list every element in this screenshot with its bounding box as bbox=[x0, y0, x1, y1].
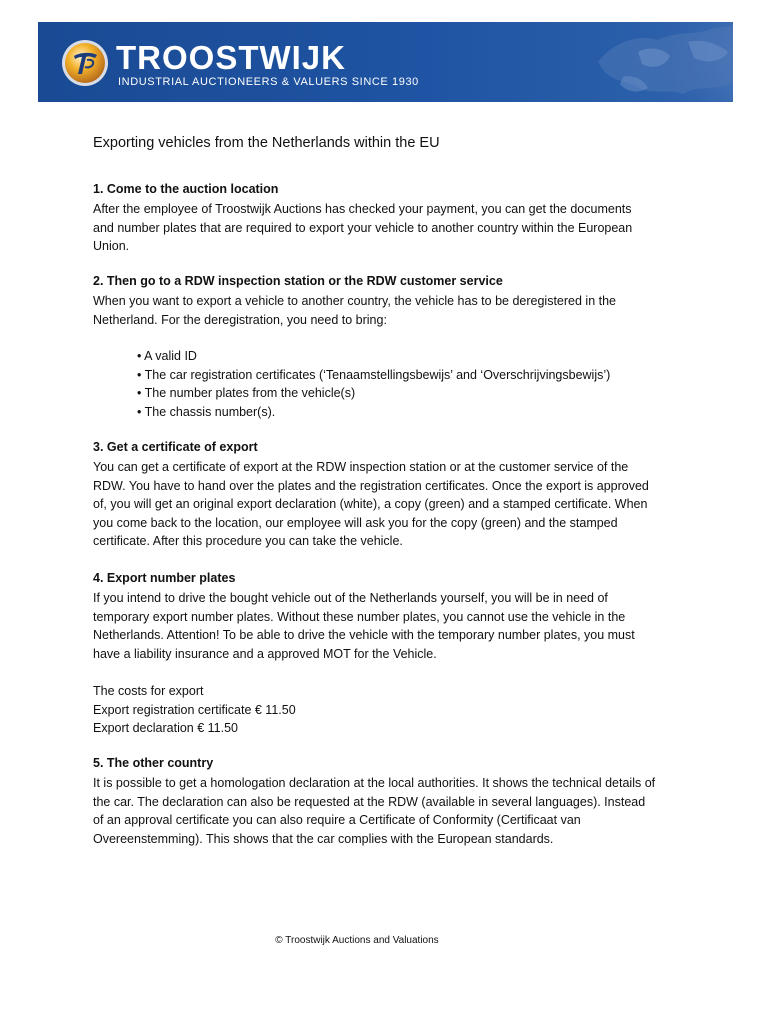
document-title: Exporting vehicles from the Netherlands within the EU bbox=[93, 135, 440, 151]
section-2-line: When you want to export a vehicle to another country, the vehicle has to be deregistered in the bbox=[93, 294, 616, 308]
section-5-line: Overeenstemming). This shows that the car complies with the European standards. bbox=[93, 831, 554, 846]
brand-tagline: INDUSTRIAL AUCTIONEERS & VALUERS SINCE 1930 bbox=[118, 76, 419, 88]
section-4-line: If you intend to drive the bought vehicle out of the Netherlands yourself, you will be in need of bbox=[93, 591, 608, 605]
section-5-line: the car. The declaration can also be requested at the RDW (available in several languages). Instead bbox=[93, 794, 646, 809]
cost-export-declaration: Export declaration € 11.50 bbox=[93, 721, 239, 735]
costs-heading: The costs for export bbox=[93, 684, 204, 698]
list-item: • The number plates from the vehicle(s) bbox=[137, 386, 356, 400]
header-banner bbox=[38, 22, 733, 102]
export-costs bbox=[93, 682, 683, 738]
section-2-body bbox=[93, 292, 683, 329]
list-item: • The car registration certificates (‘Tenaamstellingsbewijs’ and ‘Overschrijvingsbewijs’) bbox=[137, 367, 611, 382]
list-item: • The chassis number(s). bbox=[137, 404, 276, 419]
section-4-heading: 4. Export number plates bbox=[93, 571, 236, 585]
copyright-text: © Troostwijk Auctions and Valuations bbox=[275, 935, 439, 946]
section-5-line: It is possible to get a homologation declaration at the local authorities. It shows the technical details of bbox=[93, 776, 656, 790]
brand-name: TROOSTWIJK bbox=[116, 39, 346, 76]
section-3-line: certificate. After this procedure you can take the vehicle. bbox=[93, 534, 403, 548]
section-2-heading: 2. Then go to a RDW inspection station or the RDW customer service bbox=[93, 274, 503, 288]
section-3-line: RDW. You have to hand over the plates and the registration certificates. Once the export is approved bbox=[93, 478, 649, 493]
cost-registration-certificate: Export registration certificate € 11.50 bbox=[93, 702, 296, 717]
section-5-line: of an approval certificate you can also require a Certificate of Conformity (Certificaat van bbox=[93, 813, 581, 827]
section-4-line: have a liability insurance and a approved MOT for the Vehicle. bbox=[93, 646, 437, 661]
section-3-line: of, you will get an original export declaration (white), a copy (green) and a stamped certificate. When bbox=[93, 497, 648, 511]
section-4-line: Netherlands. Attention! To be able to drive the vehicle with the temporary number plates, you must bbox=[93, 628, 635, 642]
section-1-line: and number plates that are required to export your vehicle to another country within the European bbox=[93, 220, 633, 235]
section-3-line: You can get a certificate of export at the RDW inspection station or at the customer service of the bbox=[93, 460, 629, 474]
footer bbox=[0, 935, 768, 946]
section-3-line: you come back to the location, our employee will ask you for the copy (green) and the stamped bbox=[93, 515, 618, 530]
section-1-line: Union. bbox=[93, 239, 130, 253]
section-1-line: After the employee of Troostwijk Auctions has checked your payment, you can get the documents bbox=[93, 202, 632, 216]
troostwijk-t-logo-icon bbox=[60, 38, 110, 88]
section-4-line: temporary export number plates. Without these number plates, you cannot use the vehicle in the bbox=[93, 609, 626, 624]
section-3-heading: 3. Get a certificate of export bbox=[93, 440, 258, 454]
required-documents-list bbox=[137, 347, 610, 421]
list-item: • A valid ID bbox=[137, 349, 197, 363]
section-4-body bbox=[93, 589, 683, 663]
section-2-line: Netherland. For the deregistration, you need to bring: bbox=[93, 312, 387, 327]
section-1-heading: 1. Come to the auction location bbox=[93, 182, 279, 196]
section-3-body bbox=[93, 458, 683, 551]
section-5-body bbox=[93, 774, 683, 848]
section-1-body bbox=[93, 200, 683, 256]
section-5-heading: 5. The other country bbox=[93, 756, 214, 770]
